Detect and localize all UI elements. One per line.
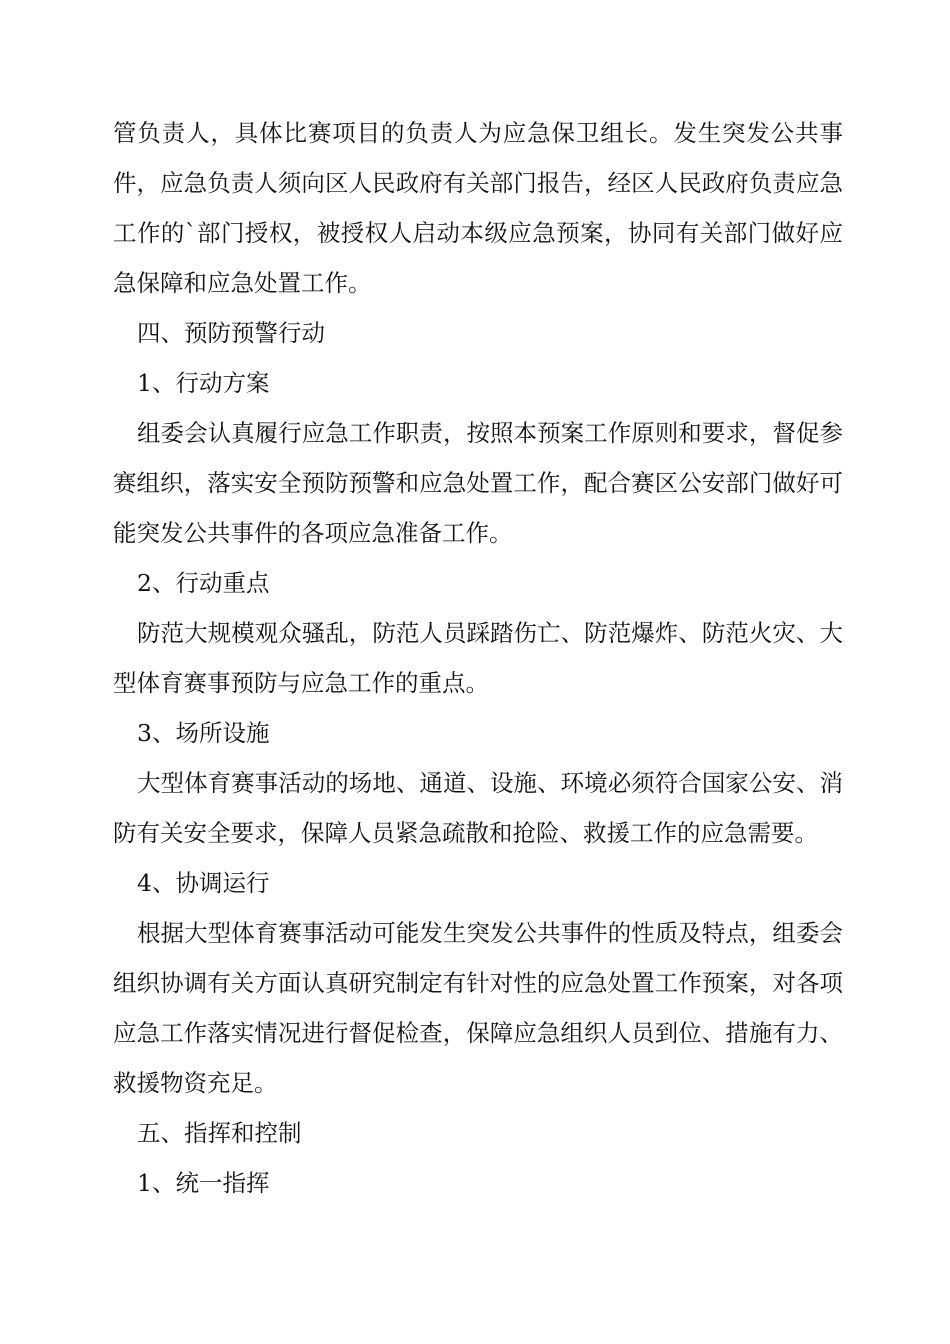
section-heading-4: 四、预防预警行动 [137,319,325,347]
paragraph-venue-facilities: 大型体育赛事活动的场地、通道、设施、环境必须符合国家公安、消防有关安全要求，保障人员紧急疏散和抢险、救援工作的应急需要。 [113,769,843,847]
document-body [113,108,843,1208]
paragraph-coordination: 根据大型体育赛事活动可能发生突发公共事件的性质及特点，组委会组织协调有关方面认真研究制定有针对性的应急处置工作预案，对各项应急工作落实情况进行督促检查，保障应急组织人员到位、措施有力、救援物资充足。 [113,919,843,1097]
paragraph-action-plan: 组委会认真履行应急工作职责，按照本预案工作原则和要求，督促参赛组织，落实安全预防预警和应急处置工作，配合赛区公安部门做好可能突发公共事件的各项应急准备工作。 [113,419,843,547]
subheading-action-plan: 1、行动方案 [137,369,270,397]
section-heading-5: 五、指挥和控制 [137,1119,302,1147]
subheading-venue-facilities: 3、场所设施 [137,719,270,747]
subheading-coordination: 4、协调运行 [137,869,270,897]
paragraph-action-focus: 防范大规模观众骚乱，防范人员踩踏伤亡、防范爆炸、防范火灾、大型体育赛事预防与应急工作的重点。 [113,619,843,697]
paragraph-continued: 管负责人，具体比赛项目的负责人为应急保卫组长。发生突发公共事件，应急负责人须向区人民政府有关部门报告，经区人民政府负责应急工作的`部门授权，被授权人启动本级应急预案，协同有关部门做好应急保障和应急处置工作。 [113,119,843,297]
subheading-action-focus: 2、行动重点 [137,569,270,597]
subheading-unified-command: 1、统一指挥 [137,1169,270,1197]
